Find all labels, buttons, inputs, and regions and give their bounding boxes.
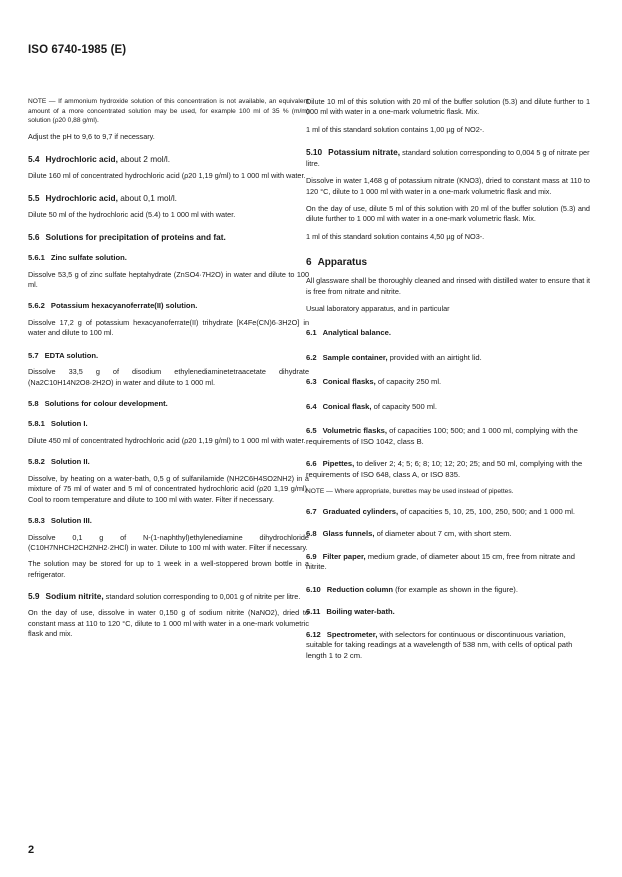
section-5-8-2-body: Dissolve, by heating on a water-bath, 0,5 g of sulfanilamide (NH2C6H4SO2NH2) in a mixture of 75 ml of water and 5 ml of concentrated hydrochloric acid (ρ20 1,19 g/ml). Cool to room temperature and dilute to 100 ml with water. Filter if necessary. xyxy=(28,473,309,504)
section-5-8-3-body: Dissolve 0,1 g of N-(1-naphthyl)ethylenediamine dihydrochloride (C10H7NHCH2CH2NH2·2HCl) in water. Dilute to 100 ml with water. Filter if necessary. xyxy=(28,532,309,552)
section-5-6-1-heading: 5.6.1 Zinc sulfate solution. xyxy=(28,253,127,262)
section-6-2-heading: 6.2 Sample container, provided with an airtight lid. xyxy=(306,352,482,362)
section-5-9-heading: 5.9 Sodium nitrite, standard solution corresponding to 0,001 g of nitrite per litre. xyxy=(28,591,301,602)
left-column xyxy=(28,97,309,639)
section-6-heading: 6 Apparatus xyxy=(306,257,368,269)
section-6-6-note: NOTE — Where appropriate, burettes may be used instead of pipettes. xyxy=(306,488,514,496)
section-5-10-body-1: Dissolve in water 1,468 g of potassium nitrate (KNO3), dried to constant mass at 110 to 120 °C, dilute to 1 000 ml with water in a one-mark volumetric flask and mix. xyxy=(306,176,590,196)
section-5-10-body-3: 1 ml of this standard solution contains 4,50 µg of NO3-. xyxy=(306,231,485,241)
section-6-5-heading: 6.5 Volumetric flasks, of capacities 100; 500; and 1 000 ml, complying with the requirements of ISO 1042, class B. xyxy=(306,426,578,446)
section-6-body-1: All glassware shall be thoroughly cleaned and rinsed with distilled water to ensure that it is free from nitrate and nitrite. xyxy=(306,276,590,296)
section-6-9-heading: 6.9 Filter paper, medium grade, of diameter about 15 cm, free from nitrate and nitrite. xyxy=(306,551,575,572)
section-6-8-heading: 6.8 Glass funnels, of diameter about 7 cm, with short stem. xyxy=(306,529,512,539)
section-5-9-body: On the day of use, dissolve in water 0,150 g of sodium nitrite (NaNO2), dried to constant mass at 110 to 120 °C, dilute to 1 000 ml with water in a one-mark volumetric flask and mix. xyxy=(28,608,309,638)
section-5-8-1-body: Dilute 450 ml of concentrated hydrochloric acid (ρ20 1,19 g/ml) to 1 000 ml with water. xyxy=(28,435,306,445)
section-6-body-2: Usual laboratory apparatus, and in particular xyxy=(306,304,450,314)
section-5-8-2-heading: 5.8.2 Solution II. xyxy=(28,457,90,467)
section-6-11-heading: 6.11 Boiling water-bath. xyxy=(306,607,395,617)
section-5-8-heading: 5.8 Solutions for colour development. xyxy=(28,398,168,408)
section-5-6-1-body: Dissolve 53,5 g of zinc sulfate heptahydrate (ZnSO4·7H2O) in water and dilute to 100 ml. xyxy=(28,269,309,289)
section-6-1-heading: 6.1 Analytical balance. xyxy=(306,328,391,338)
section-5-7-body: Dissolve 33,5 g of disodium ethylenediaminetetraacetate dihydrate (Na2C10H14N2O8·2H2O) in water and dilute to 1 000 ml. xyxy=(28,367,309,387)
note-ammonium: NOTE — If ammonium hydroxide solution of this concentration is not available, an equivalent amount of a more concentrated solution may be used, for example 100 ml of 35 % (m/m) solution (ρ20 0,88 g/ml). xyxy=(28,98,309,125)
section-5-6-2-body: Dissolve 17,2 g of potassium hexacyanoferrate(II) trihydrate [K4Fe(CN)6·3H2O] in water and dilute to 100 ml. xyxy=(28,317,309,338)
section-6-6-heading: 6.6 Pipettes, to deliver 2; 4; 5; 6; 8; 10; 12; 20; 25; and 50 ml, complying with the requirements of ISO 648, class A, or ISO 835. xyxy=(306,459,583,479)
section-5-6-heading: 5.6 Solutions for precipitation of proteins and fat. xyxy=(28,232,226,242)
section-5-7-heading: 5.7 EDTA solution. xyxy=(28,350,99,360)
section-5-4-body: Dilute 160 ml of concentrated hydrochloric acid (ρ20 1,19 g/ml) to 1 000 ml with water. xyxy=(28,171,306,181)
page-number: 2 xyxy=(28,844,35,856)
right-column xyxy=(306,97,590,661)
section-5-8-1-heading: 5.8.1 Solution I. xyxy=(28,419,88,429)
section-6-10-heading: 6.10 Reduction column (for example as shown in the figure). xyxy=(306,584,518,594)
adjust-ph-text: Adjust the pH to 9,6 to 9,7 if necessary. xyxy=(28,131,155,141)
section-5-5-heading: 5.5 Hydrochloric acid, about 0,1 mol/l. xyxy=(28,192,177,203)
section-5-4-heading: 5.4 Hydrochloric acid, about 2 mol/l. xyxy=(28,154,171,165)
section-6-7-heading: 6.7 Graduated cylinders, of capacities 5, 10, 25, 100, 250, 500; and 1 000 ml. xyxy=(306,506,575,516)
section-5-5-body: Dilute 50 ml of the hydrochloric acid (5.4) to 1 000 ml with water. xyxy=(28,209,236,219)
continuation-text: Dilute 10 ml of this solution with 20 ml of the buffer solution (5.3) and dilute further to 1 000 ml with water in a one-mark volumetric flask. Mix. xyxy=(306,97,590,117)
section-5-10-body-2: On the day of use, dilute 5 ml of this solution with 20 ml of the buffer solution (5.3) and dilute further to 1 000 ml with water in a one-mark volumetric flask. Mix. xyxy=(306,204,590,224)
continuation-nitrite-content: 1 ml of this standard solution contains 1,00 µg of NO2-. xyxy=(306,124,485,134)
section-5-8-3-heading: 5.8.3 Solution III. xyxy=(28,516,92,526)
section-5-10-heading: 5.10 Potassium nitrate, standard solution corresponding to 0,004 5 g of nitrate per litre. xyxy=(306,147,590,169)
section-5-6-2-heading: 5.6.2 Potassium hexacyanoferrate(II) solution. xyxy=(28,301,198,311)
section-6-3-heading: 6.3 Conical flasks, of capacity 250 ml. xyxy=(306,377,442,387)
section-6-12-heading: 6.12 Spectrometer, with selectors for continuous or discontinuous variation, suitable for taking readings at a wavelength of 538 nm, with cells of optical path length 1 to 2 cm. xyxy=(306,629,573,660)
section-5-8-3-storage: The solution may be stored for up to 1 week in a well-stoppered brown bottle in a refrigerator. xyxy=(28,559,309,579)
document-header: ISO 6740-1985 (E) xyxy=(28,44,127,56)
section-6-4-heading: 6.4 Conical flask, of capacity 500 ml. xyxy=(306,401,437,411)
